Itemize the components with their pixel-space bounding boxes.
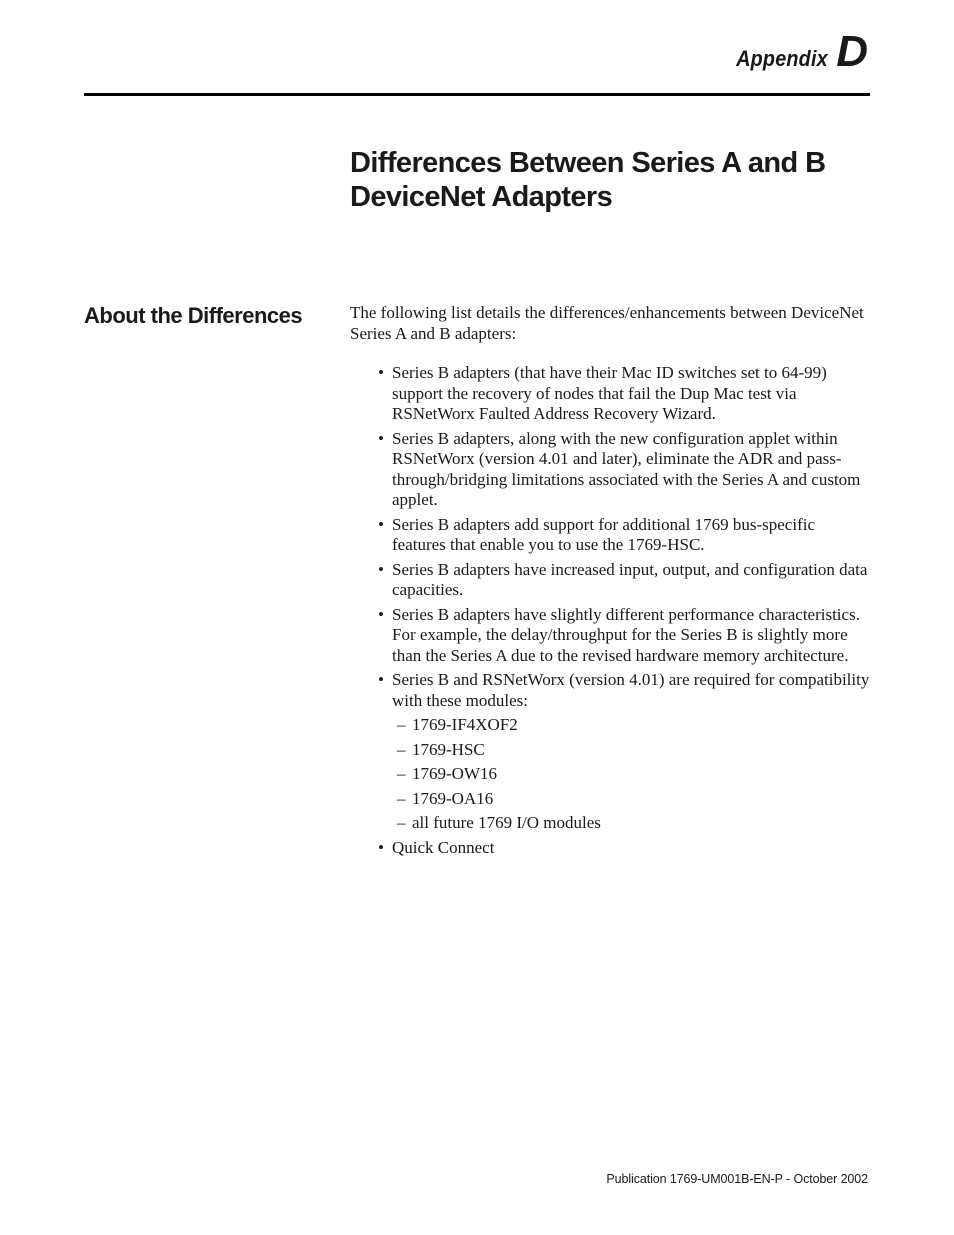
module-item: [397, 813, 870, 834]
dash-icon: –: [397, 715, 406, 734]
module-item-text: 1769-OW16: [412, 764, 497, 783]
module-item-text: 1769-HSC: [412, 739, 485, 759]
module-item: [397, 764, 870, 785]
differences-list: [350, 363, 870, 858]
list-item-text: Series B and RSNetWorx (version 4.01) are required for compatibility with these modules:: [392, 670, 870, 710]
appendix-label: Appendix: [736, 46, 829, 71]
chapter-title: [350, 146, 870, 214]
dash-icon: –: [397, 788, 406, 808]
bullet-icon: •: [378, 559, 384, 579]
appendix-letter: D: [836, 27, 868, 76]
list-item: [378, 559, 870, 601]
list-item-text: Series B adapters have slightly different performance characteristics. For example, the delay/throughput for the Series B is slightly more than the Series A due to the revised hardware memory architecture.: [392, 604, 860, 665]
list-item: [378, 837, 870, 859]
bullet-icon: •: [378, 837, 384, 857]
module-item-text: 1769-IF4XOF2: [412, 715, 518, 734]
dash-icon: –: [397, 739, 406, 759]
module-item-text: all future 1769 I/O modules: [412, 813, 601, 832]
chapter-title-line-1: Differences Between Series A and B: [350, 147, 826, 179]
list-item-text: Series B adapters, along with the new configuration applet within RSNetWorx (version 4.01 and later), eliminate the ADR and pass-through/bridging limitations associated with the Series A and custom applet.: [392, 428, 861, 509]
list-item: [378, 514, 870, 556]
dash-icon: –: [397, 813, 406, 832]
module-item: [397, 788, 870, 810]
section-heading: About the Differences: [84, 303, 303, 328]
appendix-header: [726, 27, 868, 76]
modules-list: [392, 715, 870, 834]
bullet-icon: •: [378, 670, 384, 689]
publication-footer: Publication 1769-UM001B-EN-P - October 2002: [606, 1172, 868, 1186]
list-item-text: Series B adapters add support for additional 1769 bus-specific features that enable you to use the 1769-HSC.: [392, 514, 816, 554]
chapter-title-line-2: DeviceNet Adapters: [350, 181, 613, 213]
list-item: [378, 428, 870, 511]
bullet-icon: •: [378, 514, 384, 534]
section-body: [350, 303, 870, 862]
bullet-icon: •: [378, 604, 384, 624]
list-item: [378, 363, 870, 425]
module-item: [397, 739, 870, 761]
bullet-icon: •: [378, 363, 384, 382]
list-item: [378, 670, 870, 834]
bullet-icon: •: [378, 428, 384, 448]
list-item: [378, 604, 870, 667]
list-item-text: Series B adapters (that have their Mac ID switches set to 64-99) support the recovery of nodes that fail the Dup Mac test via RSNetWorx Faulted Address Recovery Wizard.: [392, 363, 827, 423]
header-rule: [84, 93, 870, 96]
list-item-text: Series B adapters have increased input, output, and configuration data capacities.: [392, 559, 868, 599]
module-item: [397, 715, 870, 736]
intro-paragraph: The following list details the differences/enhancements between DeviceNet Series A and B adapters:: [350, 303, 864, 343]
dash-icon: –: [397, 764, 406, 783]
list-item-text: Quick Connect: [392, 837, 495, 857]
module-item-text: 1769-OA16: [412, 788, 494, 808]
